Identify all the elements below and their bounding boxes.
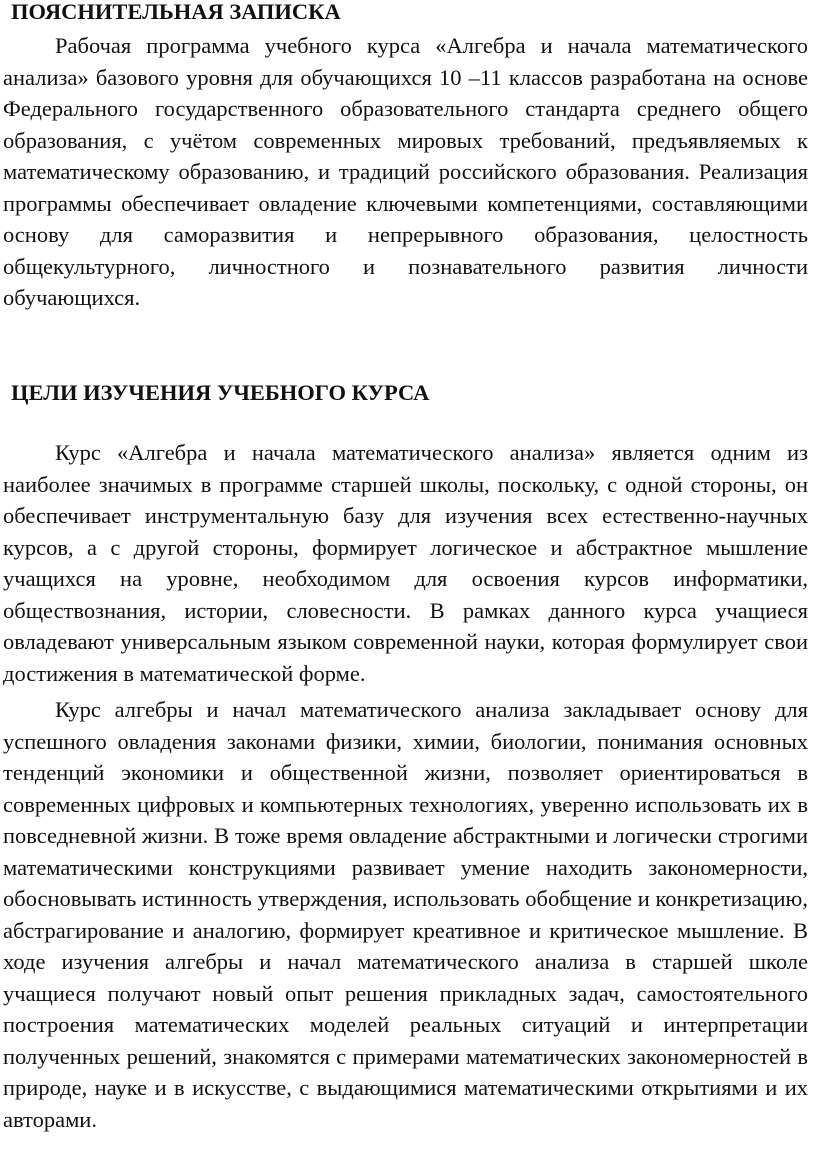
- document-title: ПОЯСНИТЕЛЬНАЯ ЗАПИСКА: [11, 0, 341, 24]
- intro-paragraph: Рабочая программа учебного курса «Алгебра и начала математического анализа» базового уровня для обучающихся 10 –11 классов разработана на основе Федерального государственного образовательного стандарта среднего общего образования, с учётом современных мировых требований, предъявляемых к математическому образованию, и традиций российского образования. Реализация программы обеспечивает овладение ключевыми компетенциями, составляющими основу для саморазвития и непрерывного образования, целостность общекультурного, личностного и познавательного развития личности обучающихся.: [3, 33, 808, 310]
- section-heading: ЦЕЛИ ИЗУЧЕНИЯ УЧЕБНОГО КУРСА: [11, 380, 430, 405]
- goals-paragraph-2: Курс алгебры и начал математического анализа закладывает основу для успешного овладения законами физики, химии, биологии, понимания основных тенденций экономики и общественной жизни, позволяет ориентироваться в современных цифровых и компьютерных технологиях, уверенно использовать их в повседневной жизни. В тоже время овладение абстрактными и логически строгими математическими конструкциями развивает умение находить закономерности, обосновывать истинность утверждения, использовать обобщение и конкретизацию, абстрагирование и аналогию, формирует креативное и критическое мышление. В ходе изучения алгебры и начал математического анализа в старшей школе учащиеся получают новый опыт решения прикладных задач, самостоятельного построения математических моделей реальных ситуаций и интерпретации полученных решений, знакомятся с примерами математических закономерностей в природе, науке и в искусстве, с выдающимися математическими открытиями и их авторами.: [3, 697, 808, 1132]
- goals-paragraph-1: Курс «Алгебра и начала математического анализа» является одним из наиболее значимых в программе старшей школы, поскольку, с одной стороны, он обеспечивает инструментальную базу для изучения всех естественно-научных курсов, а с другой стороны, формирует логическое и абстрактное мышление учащихся на уровне, необходимом для освоения курсов информатики, обществознания, истории, словесности. В рамках данного курса учащиеся овладевают универсальным языком современной науки, которая формулирует свои достижения в математической форме.: [3, 440, 808, 686]
